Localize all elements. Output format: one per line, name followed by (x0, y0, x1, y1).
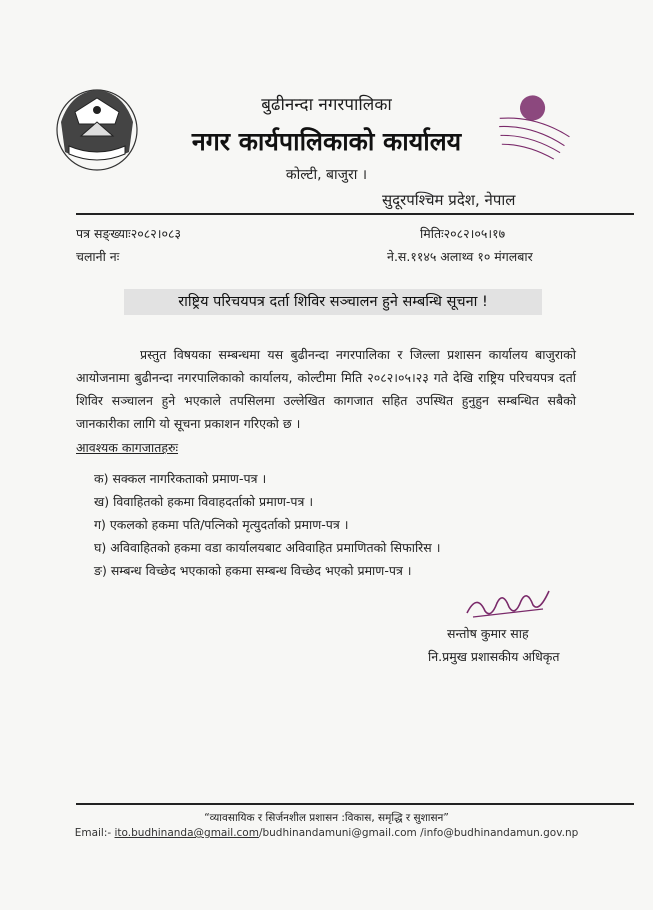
province-name: सुदूरपश्चिम प्रदेश, नेपाल (382, 191, 516, 209)
dispatch-number: चलानी नः (76, 249, 120, 264)
document-item: ग) एकलको हकमा पति/पत्निको मृत्युदर्ताको प्रमाण-पत्र । (94, 517, 349, 532)
signatory-role: नि.प्रमुख प्रशासकीय अधिकृत (428, 649, 560, 664)
notice-title: राष्ट्रिय परिचयपत्र दर्ता शिविर सञ्चालन हुने सम्बन्धि सूचना ! (124, 289, 542, 315)
office-address: कोल्टी, बाजुरा । (285, 167, 368, 183)
handwritten-signature (463, 583, 555, 623)
email-link[interactable]: /info@budhinandamun.gov.np (420, 827, 579, 839)
letter-date: मितिः२०८२।०५।१७ (420, 226, 506, 241)
documents-heading: आवश्यक कागजातहरुः (76, 440, 179, 455)
document-item: क) सक्कल नागरिकताको प्रमाण-पत्र । (94, 471, 267, 486)
nepal-samvat-date: ने.स.११४५ अलाथ्व १० मंगलबार (387, 249, 533, 264)
email-link[interactable]: ito.budhinanda@gmail.com (114, 827, 259, 839)
email-label: Email:- (74, 827, 112, 839)
municipality-name: बुढीनन्दा नगरपालिका (261, 95, 392, 115)
letter-number: पत्र सङ्ख्याः२०८२।०८३ (76, 226, 181, 241)
signatory-name: सन्तोष कुमार साह (447, 626, 529, 641)
document-item: घ) अविवाहितको हकमा वडा कार्यालयबाट अविवाहित प्रमाणितको सिफारिस । (94, 540, 441, 555)
notice-body: प्रस्तुत विषयका सम्बन्धमा यस बुढीनन्दा नगरपालिका र जिल्ला प्रशासन कार्यालय बाजुराको आयोजनामा बुढीनन्दा नगरपालिकाको कार्यालय, कोल्टीमा मिति २०८२।०५।२३ गते देखि राष्ट्रिय परिचयपत्र दर्ता शिविर सञ्चालन हुने भएकाले तपसिलमा उल्लेखित कागजात सहित उपस्थित हुनुहुन सम्बन्धित सबैको जानकारीका लागि यो सूचना प्रकाशन गरिएको छ । (76, 347, 576, 431)
document-item: ङ) सम्बन्ध विच्छेद भएकाको हकमा सम्बन्ध विच्छेद भएको प्रमाण-पत्र । (94, 563, 412, 578)
office-name: नगर कार्यपालिकाको कार्यालय (191, 127, 462, 156)
header-divider (76, 213, 634, 215)
document-item: ख) विवाहितको हकमा विवाहदर्ताको प्रमाण-पत्र । (94, 494, 314, 509)
footer-divider (76, 803, 634, 805)
footer-contact (0, 827, 653, 839)
email-link[interactable]: /budhinandamuni@gmail.com (258, 827, 417, 839)
footer-motto: “व्यावसायिक र सिर्जनशील प्रशासन :विकास, समृद्धि र सुशासन” (204, 812, 449, 824)
